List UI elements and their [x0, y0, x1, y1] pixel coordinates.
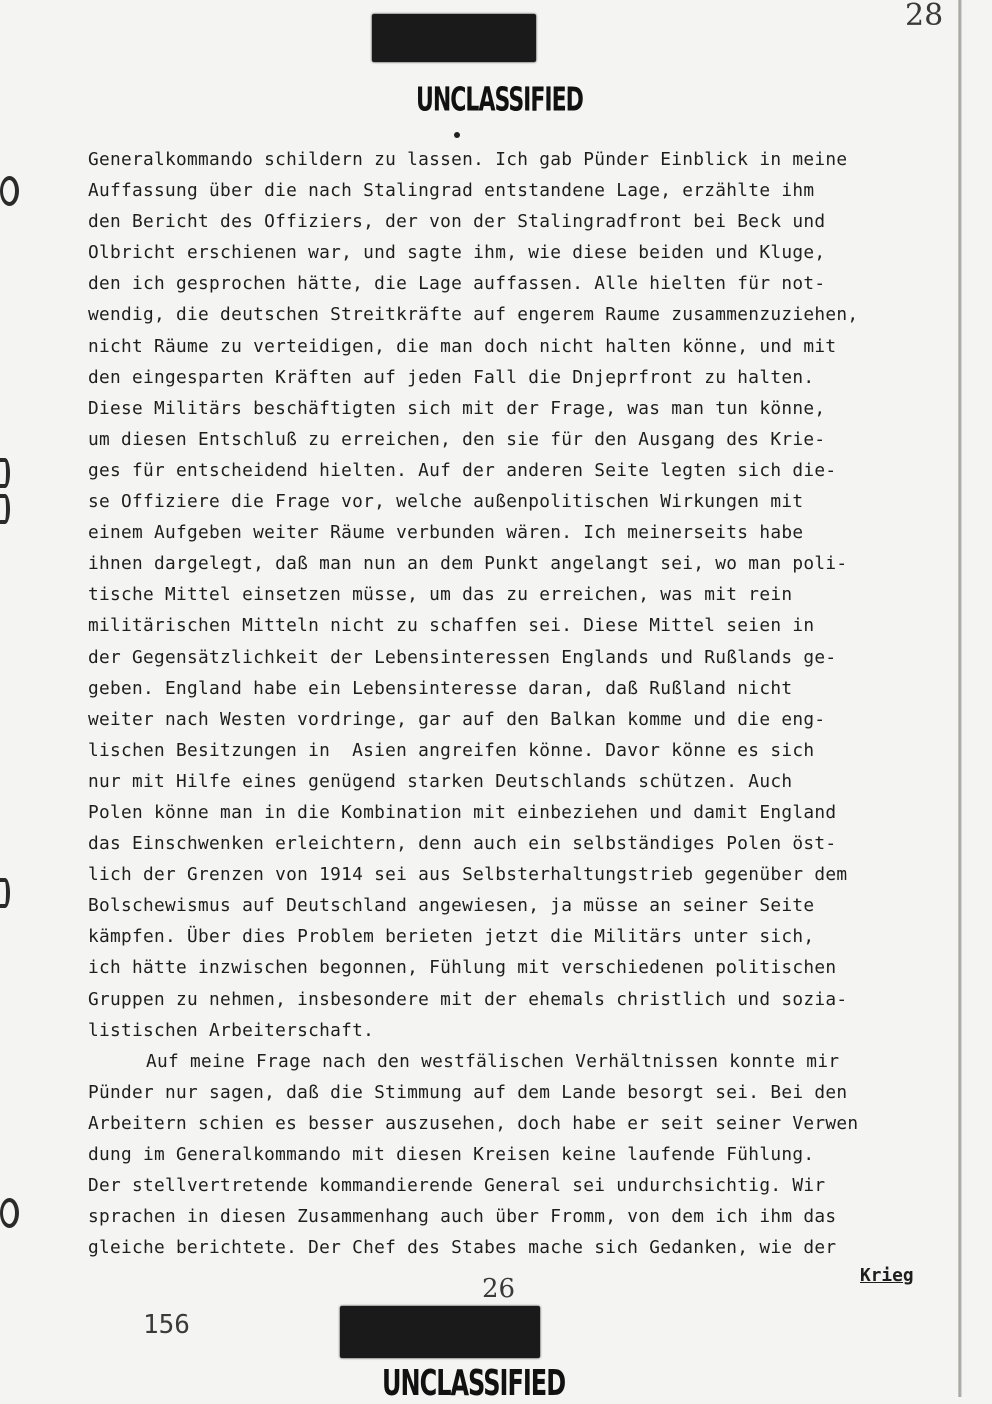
text-line: einem Aufgeben weiter Räume verbunden wären. Ich meinerseits habe — [88, 522, 804, 544]
text-line: Auffassung über die nach Stalingrad entstandene Lage, erzählte ihm — [88, 180, 815, 202]
text-line: Bolschewismus auf Deutschland angewiesen, ja müsse an seiner Seite — [88, 895, 815, 917]
text-line: Polen könne man in die Kombination mit einbeziehen und damit England — [88, 801, 837, 823]
text-line: ges für entscheidend hielten. Auf der anderen Seite legten sich die- — [88, 459, 837, 481]
text-line: den eingesparten Kräften auf jeden Fall die Dnjeprfront zu halten. — [88, 366, 815, 388]
text-line: Pünder nur sagen, daß die Stimmung auf dem Lande besorgt sei. Bei den — [88, 1081, 848, 1103]
text-line: nicht Räume zu verteidigen, die man doch nicht halten könne, und mit — [88, 335, 837, 357]
text-line: Generalkommando schildern zu lassen. Ich gab Pünder Einblick in meine — [88, 149, 848, 170]
text-line: tische Mittel einsetzen müsse, um das zu erreichen, was mit rein — [88, 584, 793, 606]
text-line: Gruppen zu nehmen, insbesondere mit der ehemals christlich und sozia- — [88, 988, 848, 1010]
text-line: kämpfen. Über dies Problem berieten jetzt die Militärs unter sich, — [88, 926, 815, 948]
folio-number: 156 — [143, 1310, 190, 1340]
text-line: lischen Besitzungen in Asien angreifen könne. Davor könne es sich — [88, 739, 815, 761]
text-line: Der stellvertretende kommandierende General sei undurchsichtig. Wir — [88, 1175, 826, 1197]
archive-number: 28 — [905, 0, 944, 33]
text-line: Olbricht erschienen war, und sagte ihm, wie diese beiden und Kluge, — [88, 242, 826, 264]
unclassified-stamp-top: UNCLASSIFIED — [416, 82, 583, 120]
text-line: der Gegensätzlichkeit der Lebensinteressen Englands und Rußlands ge- — [88, 646, 837, 668]
text-line: sprachen in diesen Zusammenhang auch über Fromm, von dem ich ihm das — [88, 1206, 837, 1228]
text-line: wendig, die deutschen Streitkräfte auf engerem Raume zusammenzuziehen, — [88, 304, 859, 326]
punch-hole-icon — [0, 494, 10, 524]
text-line: nur mit Hilfe eines genügend starken Deutschlands schützen. Auch — [88, 770, 793, 792]
text-line: den ich gesprochen hätte, die Lage auffassen. Alle hielten für not- — [88, 273, 826, 295]
text-line: Arbeitern schien es besser auszusehen, doch habe er seit seiner Verwen — [88, 1112, 859, 1134]
unclassified-stamp-bottom: UNCLASSIFIED — [382, 1362, 566, 1404]
catchword: Krieg — [860, 1265, 914, 1286]
page-number: 26 — [482, 1274, 516, 1304]
punch-hole-icon — [0, 176, 19, 206]
text-line: se Offiziere die Frage vor, welche außenpolitischen Wirkungen mit — [88, 491, 804, 513]
text-line: gleiche berichtete. Der Chef des Stabes mache sich Gedanken, wie der — [88, 1237, 837, 1259]
punch-hole-icon — [0, 1198, 19, 1228]
text-line: lich der Grenzen von 1914 sei aus Selbsterhaltungstrieb gegenüber dem — [88, 864, 848, 886]
text-line: ihnen dargelegt, daß man nun an dem Punkt angelangt sei, wo man poli- — [88, 553, 848, 575]
text-line: um diesen Entschluß zu erreichen, den sie für den Ausgang des Krie- — [88, 428, 826, 450]
text-line: dung im Generalkommando mit diesen Kreisen keine laufende Fühlung. — [88, 1144, 815, 1165]
punch-hole-icon — [0, 458, 10, 488]
text-line: Diese Militärs beschäftigten sich mit der Frage, was man tun könne, — [88, 397, 826, 419]
ink-dot — [454, 132, 460, 138]
text-line: das Einschwenken erleichtern, denn auch ein selbständiges Polen öst- — [88, 833, 837, 855]
punch-hole-icon — [0, 878, 10, 908]
document-body — [88, 144, 968, 1263]
text-line: listischen Arbeiterschaft. — [88, 1019, 375, 1041]
text-line: militärischen Mitteln nicht zu schaffen sei. Diese Mittel seien in — [88, 615, 815, 637]
redaction-bar-bottom — [340, 1306, 540, 1358]
redaction-bar-top — [372, 14, 536, 62]
text-line: weiter nach Westen vordringe, gar auf den Balkan komme und die eng- — [88, 708, 826, 730]
text-line: ich hätte inzwischen begonnen, Fühlung mit verschiedenen politischen — [88, 957, 837, 979]
text-line: geben. England habe ein Lebensinteresse daran, daß Rußland nicht — [88, 677, 793, 699]
text-line: Auf meine Frage nach den westfälischen Verhältnissen konnte mir — [146, 1050, 840, 1072]
text-line: den Bericht des Offiziers, der von der Stalingradfront bei Beck und — [88, 211, 826, 233]
